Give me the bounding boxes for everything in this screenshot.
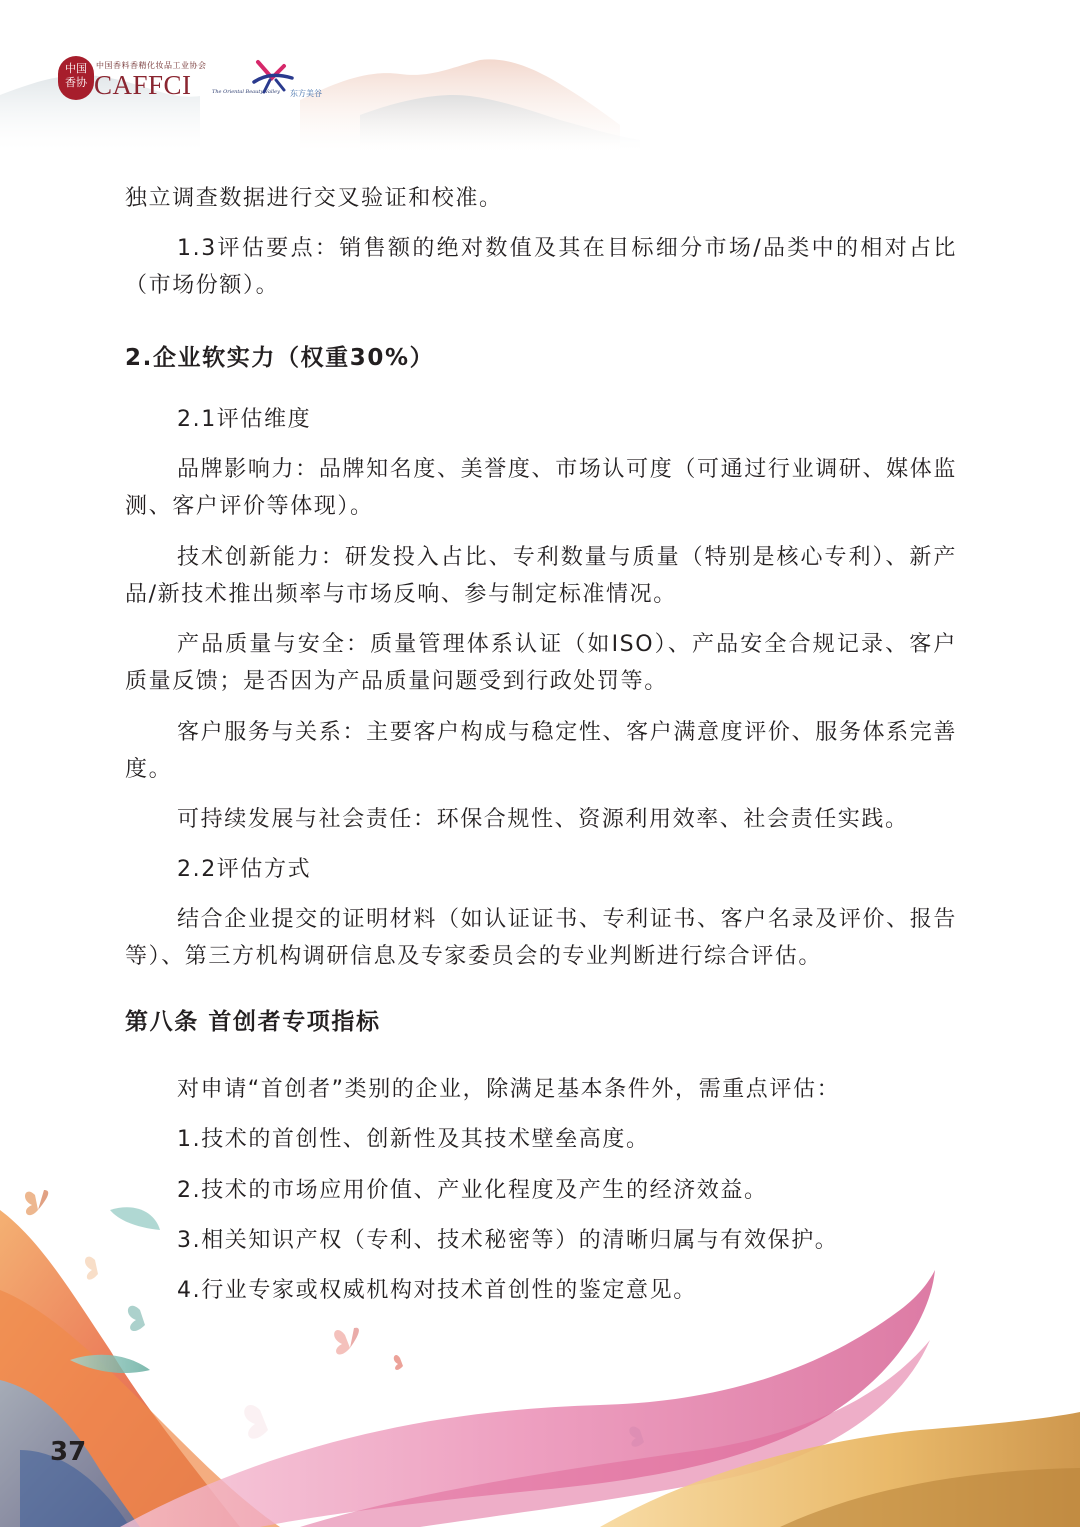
subsection-title: 2.2评估方式 — [177, 857, 312, 882]
butterfly-icon — [128, 1306, 145, 1331]
paragraph: 技术创新能力：研发投入占比、专利数量与质量（特别是核心专利）、新产品/新技术推出频率与市场反响、参与制定标准情况。 — [125, 545, 957, 607]
page-number: 37 — [50, 1437, 87, 1467]
list-item: 2.技术的市场应用价值、产业化程度及产生的经济效益。 — [177, 1178, 768, 1203]
partner-tagline: The Oriental Beauty Valley — [212, 89, 280, 95]
subsection-title: 2.1评估维度 — [177, 407, 312, 432]
butterfly-icon — [334, 1328, 359, 1355]
butterfly-icon — [25, 1190, 48, 1215]
butterfly-icon — [85, 1257, 98, 1280]
paragraph: 1.3评估要点：销售额的绝对数值及其在目标细分市场/品类中的相对占比（市场份额）。 — [125, 236, 957, 298]
paragraph: 结合企业提交的证明材料（如认证证书、专利证书、客户名录及评价、报告等）、第三方机构调研信息及专家委员会的专业判断进行综合评估。 — [125, 907, 957, 969]
paragraph: 客户服务与关系：主要客户构成与稳定性、客户满意度评价、服务体系完善度。 — [125, 720, 957, 782]
section-heading: 2.企业软实力（权重30%） — [125, 345, 435, 371]
paragraph: 可持续发展与社会责任：环保合规性、资源利用效率、社会责任实践。 — [177, 807, 909, 832]
butterfly-icon — [394, 1355, 403, 1370]
list-item: 3.相关知识产权（专利、技术秘密等）的清晰归属与有效保护。 — [177, 1228, 839, 1253]
partner-name-cn: 东方美谷 — [290, 89, 322, 98]
list-item: 1.技术的首创性、创新性及其技术壁垒高度。 — [177, 1127, 650, 1152]
org-name-cn: 中国香料香精化妆品工业协会 — [96, 61, 207, 70]
list-item: 4.行业专家或权威机构对技术首创性的鉴定意见。 — [177, 1278, 697, 1303]
watercolor-butterfly-decoration — [0, 1150, 1080, 1527]
association-seal: 中国 香协 — [58, 56, 94, 100]
paragraph: 独立调查数据进行交叉验证和校准。 — [125, 186, 503, 211]
paragraph: 产品质量与安全：质量管理体系认证（如ISO）、产品安全合规记录、客户质量反馈；是否因为产品质量问题受到行政处罚等。 — [125, 632, 957, 694]
butterfly-icon — [244, 1405, 268, 1439]
paragraph: 品牌影响力：品牌知名度、美誉度、市场认可度（可通过行业调研、媒体监测、客户评价等体现）。 — [125, 457, 957, 519]
paragraph: 对申请“首创者”类别的企业，除满足基本条件外，需重点评估： — [177, 1077, 841, 1102]
article-heading: 第八条 首创者专项指标 — [125, 1009, 381, 1035]
org-abbreviation: CAFFCI — [94, 70, 192, 100]
